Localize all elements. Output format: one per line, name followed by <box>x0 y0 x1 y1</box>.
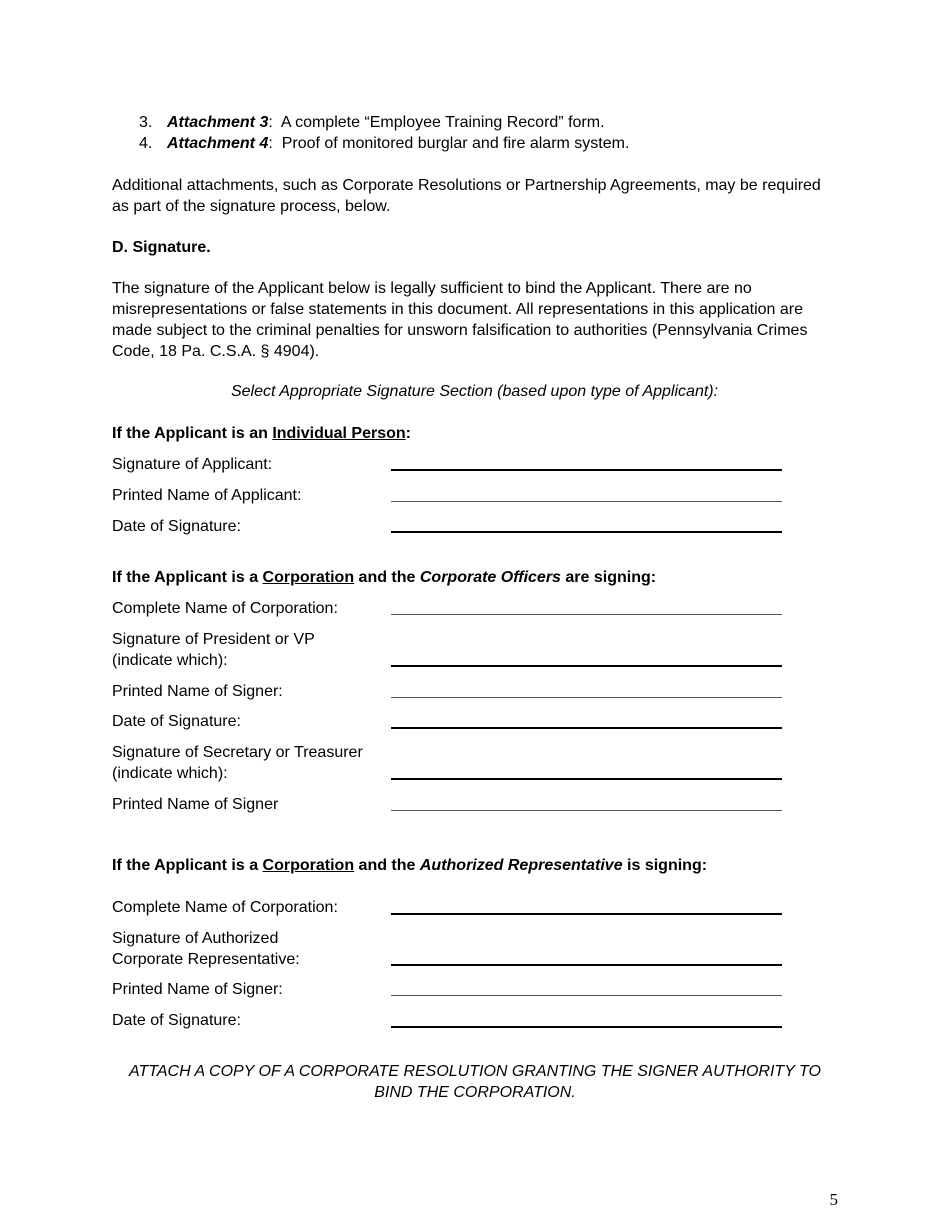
corp-officers-section-heading <box>112 567 872 588</box>
applicant-type: Individual Person <box>272 425 406 442</box>
resolution-note: ATTACH A COPY OF A CORPORATE RESOLUTION GRANTING THE SIGNER AUTHORITY TO BIND THE CORPORATION. <box>129 1063 821 1101</box>
field-label: Printed Name of Signer: <box>112 683 283 700</box>
date-line[interactable] <box>391 1026 782 1028</box>
corporation-name-line[interactable] <box>391 913 782 915</box>
heading-mid: and the <box>354 857 420 874</box>
signature-line[interactable] <box>391 778 782 780</box>
attachment-separator: : <box>268 114 273 131</box>
field-label: Signature of President or VP (indicate which): <box>112 631 315 669</box>
attachment-text: Proof of monitored burglar and fire alarm system. <box>281 135 630 152</box>
field-label: Complete Name of Corporation: <box>112 600 338 617</box>
signature-statement: The signature of the Applicant below is legally sufficient to bind the Applicant. There are no misrepresentations or false statements in this document. All representations in this application are made subject to the criminal penalties for unsworn falsification to authorities (Pennsylvania Crimes Code, 18 Pa. C.S.A. § 4904). <box>112 280 808 360</box>
attachment-text: A complete “Employee Training Record” form. <box>280 114 605 131</box>
corp-rep-section-heading <box>112 855 872 876</box>
signature-line[interactable] <box>391 665 782 667</box>
applicant-type: Corporation <box>262 857 355 874</box>
field-label: Complete Name of Corporation: <box>112 899 338 916</box>
attachment-name: Attachment 3 <box>167 114 269 131</box>
heading-suffix: is signing: <box>622 857 708 874</box>
page-number: 5 <box>829 1190 838 1209</box>
attachment-name: Attachment 4 <box>167 135 269 152</box>
list-item <box>167 133 629 154</box>
field-label: Signature of Secretary or Treasurer (indicate which): <box>112 744 363 782</box>
field-label: Date of Signature: <box>112 1012 241 1029</box>
field-label: Date of Signature: <box>112 518 241 535</box>
signer-role: Corporate Officers <box>419 569 561 586</box>
field-label: Signature of Authorized Corporate Representative: <box>112 930 300 968</box>
heading-suffix: are signing: <box>560 569 657 586</box>
heading-mid: and the <box>354 569 420 586</box>
heading-prefix: If the Applicant is a <box>112 857 263 874</box>
list-item <box>167 112 605 133</box>
printed-name-line[interactable] <box>391 697 782 698</box>
heading-prefix: If the Applicant is an <box>112 425 273 442</box>
heading-suffix: : <box>405 425 411 442</box>
printed-name-line[interactable] <box>391 995 782 996</box>
additional-attachments-paragraph: Additional attachments, such as Corporate Resolutions or Partnership Agreements, may be required as part of the signature process, below. <box>112 177 821 215</box>
list-item-number: 4. <box>139 135 153 152</box>
signature-line[interactable] <box>391 469 782 471</box>
date-line[interactable] <box>391 727 782 729</box>
select-instruction: Select Appropriate Signature Section (based upon type of Applicant): <box>230 383 719 400</box>
list-item-number: 3. <box>139 114 153 131</box>
applicant-type: Corporation <box>262 569 355 586</box>
attachment-separator: : <box>268 135 273 152</box>
signer-role: Authorized Representative <box>419 857 623 874</box>
field-label: Date of Signature: <box>112 713 241 730</box>
heading-prefix: If the Applicant is a <box>112 569 263 586</box>
field-label: Printed Name of Applicant: <box>112 487 302 504</box>
individual-section-heading <box>112 423 837 444</box>
signature-line[interactable] <box>391 964 782 966</box>
printed-name-line[interactable] <box>391 501 782 502</box>
corporation-name-line[interactable] <box>391 614 782 615</box>
date-line[interactable] <box>391 531 782 533</box>
field-label: Printed Name of Signer <box>112 796 279 813</box>
section-d-heading: D. Signature. <box>112 239 211 256</box>
field-label: Printed Name of Signer: <box>112 981 283 998</box>
printed-name-line[interactable] <box>391 810 782 811</box>
field-label: Signature of Applicant: <box>112 456 273 473</box>
